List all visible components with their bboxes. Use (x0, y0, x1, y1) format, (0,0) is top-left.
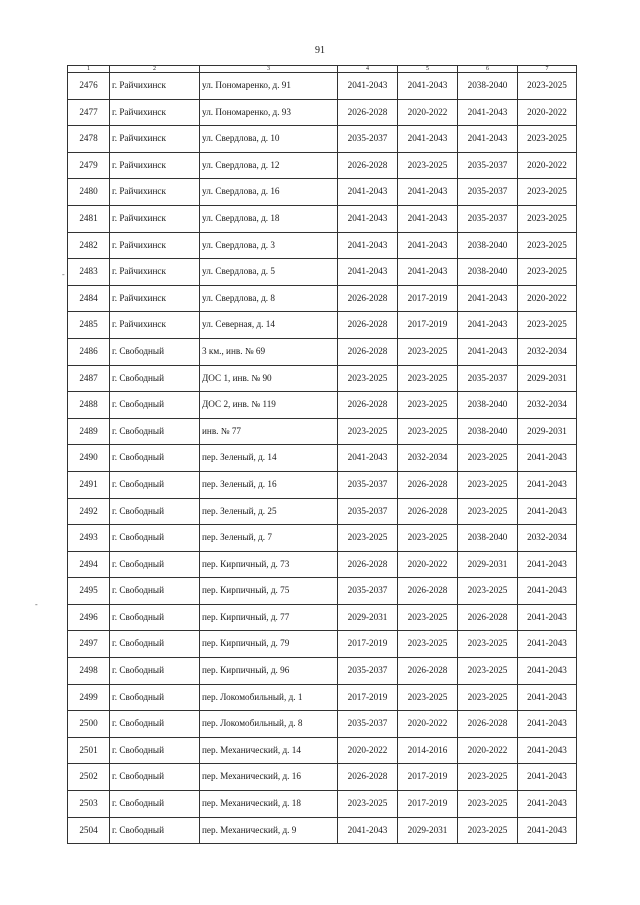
row-number-cell: 2501 (68, 737, 110, 764)
address-cell: ул. Свердлова, д. 5 (200, 259, 338, 286)
period-cell: 2023-2025 (518, 126, 577, 153)
period-cell: 2020-2022 (458, 737, 518, 764)
period-cell: 2041-2043 (338, 179, 398, 206)
period-cell: 2023-2025 (518, 259, 577, 286)
address-cell: пер. Механический, д. 14 (200, 737, 338, 764)
row-number-cell: 2497 (68, 631, 110, 658)
period-cell: 2023-2025 (458, 684, 518, 711)
address-cell: пер. Кирпичный, д. 96 (200, 658, 338, 685)
period-cell: 2035-2037 (338, 498, 398, 525)
table-row (68, 285, 577, 312)
period-cell: 2020-2022 (518, 285, 577, 312)
period-cell: 2041-2043 (338, 259, 398, 286)
address-cell: пер. Механический, д. 18 (200, 791, 338, 818)
table-row (68, 392, 577, 419)
period-cell: 2041-2043 (458, 126, 518, 153)
column-number: 6 (458, 66, 518, 73)
period-cell: 2029-2031 (458, 551, 518, 578)
period-cell: 2041-2043 (518, 737, 577, 764)
period-cell: 2035-2037 (338, 471, 398, 498)
period-cell: 2026-2028 (338, 285, 398, 312)
row-number-cell: 2481 (68, 205, 110, 232)
period-cell: 2017-2019 (398, 312, 458, 339)
period-cell: 2026-2028 (398, 498, 458, 525)
period-cell: 2041-2043 (458, 312, 518, 339)
address-cell: ДОС 1, инв. № 90 (200, 365, 338, 392)
table-row (68, 578, 577, 605)
city-cell: г. Райчихинск (110, 259, 200, 286)
period-cell: 2041-2043 (338, 817, 398, 844)
address-cell: ул. Свердлова, д. 18 (200, 205, 338, 232)
city-cell: г. Райчихинск (110, 312, 200, 339)
period-cell: 2029-2031 (518, 365, 577, 392)
period-cell: 2023-2025 (338, 418, 398, 445)
row-number-cell: 2490 (68, 445, 110, 472)
city-cell: г. Райчихинск (110, 232, 200, 259)
city-cell: г. Райчихинск (110, 99, 200, 126)
column-number: 5 (398, 66, 458, 73)
address-cell: ул. Свердлова, д. 16 (200, 179, 338, 206)
city-cell: г. Свободный (110, 711, 200, 738)
period-cell: 2026-2028 (398, 658, 458, 685)
table-row (68, 99, 577, 126)
city-cell: г. Райчихинск (110, 126, 200, 153)
row-number-cell: 2488 (68, 392, 110, 419)
period-cell: 2026-2028 (398, 471, 458, 498)
period-cell: 2023-2025 (458, 631, 518, 658)
period-cell: 2035-2037 (458, 179, 518, 206)
period-cell: 2020-2022 (398, 711, 458, 738)
period-cell: 2023-2025 (458, 764, 518, 791)
period-cell: 2023-2025 (338, 791, 398, 818)
period-cell: 2032-2034 (518, 338, 577, 365)
address-cell: пер. Механический, д. 9 (200, 817, 338, 844)
period-cell: 2038-2040 (458, 392, 518, 419)
period-cell: 2023-2025 (398, 525, 458, 552)
period-cell: 2035-2037 (458, 365, 518, 392)
period-cell: 2023-2025 (518, 312, 577, 339)
table-row (68, 551, 577, 578)
period-cell: 2023-2025 (338, 525, 398, 552)
city-cell: г. Свободный (110, 365, 200, 392)
address-cell: пер. Кирпичный, д. 75 (200, 578, 338, 605)
period-cell: 2041-2043 (518, 604, 577, 631)
period-cell: 2029-2031 (338, 604, 398, 631)
period-cell: 2017-2019 (398, 764, 458, 791)
period-cell: 2014-2016 (398, 737, 458, 764)
table-row (68, 179, 577, 206)
period-cell: 2041-2043 (518, 764, 577, 791)
period-cell: 2023-2025 (518, 205, 577, 232)
period-cell: 2035-2037 (458, 152, 518, 179)
period-cell: 2023-2025 (458, 498, 518, 525)
address-cell: пер. Кирпичный, д. 73 (200, 551, 338, 578)
period-cell: 2023-2025 (398, 152, 458, 179)
city-cell: г. Свободный (110, 604, 200, 631)
period-cell: 2023-2025 (458, 791, 518, 818)
table-row (68, 764, 577, 791)
period-cell: 2026-2028 (338, 312, 398, 339)
address-cell: инв. № 77 (200, 418, 338, 445)
period-cell: 2038-2040 (458, 525, 518, 552)
period-cell: 2023-2025 (458, 471, 518, 498)
period-cell: 2026-2028 (458, 604, 518, 631)
period-cell: 2023-2025 (398, 365, 458, 392)
address-cell: ул. Пономаренко, д. 93 (200, 99, 338, 126)
period-cell: 2035-2037 (458, 205, 518, 232)
period-cell: 2041-2043 (518, 551, 577, 578)
period-cell: 2026-2028 (338, 99, 398, 126)
city-cell: г. Свободный (110, 578, 200, 605)
table-row (68, 737, 577, 764)
table-row (68, 73, 577, 100)
row-number-cell: 2484 (68, 285, 110, 312)
address-cell: пер. Кирпичный, д. 79 (200, 631, 338, 658)
city-cell: г. Райчихинск (110, 73, 200, 100)
city-cell: г. Свободный (110, 418, 200, 445)
row-number-cell: 2496 (68, 604, 110, 631)
table-row (68, 259, 577, 286)
period-cell: 2023-2025 (398, 604, 458, 631)
city-cell: г. Райчихинск (110, 285, 200, 312)
table-row (68, 631, 577, 658)
address-cell: пер. Локомобильный, д. 1 (200, 684, 338, 711)
period-cell: 2020-2022 (338, 737, 398, 764)
period-cell: 2026-2028 (338, 764, 398, 791)
address-cell: пер. Механический, д. 16 (200, 764, 338, 791)
period-cell: 2032-2034 (398, 445, 458, 472)
period-cell: 2035-2037 (338, 578, 398, 605)
period-cell: 2026-2028 (338, 551, 398, 578)
row-number-cell: 2494 (68, 551, 110, 578)
table-row (68, 471, 577, 498)
period-cell: 2041-2043 (398, 205, 458, 232)
city-cell: г. Свободный (110, 338, 200, 365)
column-number: 4 (338, 66, 398, 73)
period-cell: 2041-2043 (518, 684, 577, 711)
table-row (68, 604, 577, 631)
row-number-cell: 2486 (68, 338, 110, 365)
period-cell: 2041-2043 (338, 205, 398, 232)
header-row (68, 66, 577, 73)
table-row (68, 498, 577, 525)
address-cell: пер. Зеленый, д. 7 (200, 525, 338, 552)
period-cell: 2041-2043 (458, 285, 518, 312)
period-cell: 2023-2025 (458, 578, 518, 605)
period-cell: 2038-2040 (458, 259, 518, 286)
period-cell: 2029-2031 (398, 817, 458, 844)
address-cell: ул. Свердлова, д. 12 (200, 152, 338, 179)
period-cell: 2041-2043 (518, 658, 577, 685)
row-number-cell: 2489 (68, 418, 110, 445)
scan-mark: - (62, 270, 65, 279)
period-cell: 2038-2040 (458, 73, 518, 100)
table-row (68, 684, 577, 711)
address-cell: ДОС 2, инв. № 119 (200, 392, 338, 419)
row-number-cell: 2479 (68, 152, 110, 179)
period-cell: 2017-2019 (338, 684, 398, 711)
period-cell: 2032-2034 (518, 392, 577, 419)
period-cell: 2023-2025 (458, 445, 518, 472)
table-row (68, 791, 577, 818)
column-number: 3 (200, 66, 338, 73)
row-number-cell: 2504 (68, 817, 110, 844)
row-number-cell: 2495 (68, 578, 110, 605)
city-cell: г. Райчихинск (110, 179, 200, 206)
period-cell: 2029-2031 (518, 418, 577, 445)
column-number: 2 (110, 66, 200, 73)
address-cell: ул. Северная, д. 14 (200, 312, 338, 339)
city-cell: г. Свободный (110, 764, 200, 791)
city-cell: г. Свободный (110, 791, 200, 818)
scan-mark: - (35, 600, 38, 609)
period-cell: 2023-2025 (518, 179, 577, 206)
period-cell: 2041-2043 (458, 99, 518, 126)
city-cell: г. Свободный (110, 498, 200, 525)
period-cell: 2041-2043 (518, 498, 577, 525)
row-number-cell: 2485 (68, 312, 110, 339)
table-row (68, 232, 577, 259)
period-cell: 2023-2025 (398, 418, 458, 445)
address-cell: пер. Зеленый, д. 14 (200, 445, 338, 472)
period-cell: 2041-2043 (398, 73, 458, 100)
period-cell: 2023-2025 (398, 631, 458, 658)
period-cell: 2017-2019 (398, 285, 458, 312)
city-cell: г. Свободный (110, 525, 200, 552)
address-cell: пер. Кирпичный, д. 77 (200, 604, 338, 631)
period-cell: 2041-2043 (398, 259, 458, 286)
address-cell: пер. Зеленый, д. 16 (200, 471, 338, 498)
address-cell: ул. Пономаренко, д. 91 (200, 73, 338, 100)
row-number-cell: 2491 (68, 471, 110, 498)
period-cell: 2041-2043 (518, 817, 577, 844)
period-cell: 2020-2022 (518, 152, 577, 179)
table-row (68, 418, 577, 445)
period-cell: 2023-2025 (518, 232, 577, 259)
period-cell: 2041-2043 (518, 711, 577, 738)
city-cell: г. Райчихинск (110, 152, 200, 179)
period-cell: 2020-2022 (398, 99, 458, 126)
period-cell: 2035-2037 (338, 658, 398, 685)
period-cell: 2035-2037 (338, 711, 398, 738)
period-cell: 2038-2040 (458, 232, 518, 259)
row-number-cell: 2499 (68, 684, 110, 711)
row-number-cell: 2480 (68, 179, 110, 206)
page-number: 91 (315, 45, 325, 56)
housing-register-table (67, 65, 577, 844)
city-cell: г. Свободный (110, 445, 200, 472)
row-number-cell: 2503 (68, 791, 110, 818)
period-cell: 2023-2025 (338, 365, 398, 392)
period-cell: 2020-2022 (398, 551, 458, 578)
city-cell: г. Райчихинск (110, 205, 200, 232)
table-row (68, 445, 577, 472)
period-cell: 2041-2043 (338, 73, 398, 100)
period-cell: 2041-2043 (518, 631, 577, 658)
address-cell: ул. Свердлова, д. 3 (200, 232, 338, 259)
row-number-cell: 2483 (68, 259, 110, 286)
table-row (68, 338, 577, 365)
row-number-cell: 2476 (68, 73, 110, 100)
row-number-cell: 2492 (68, 498, 110, 525)
period-cell: 2017-2019 (338, 631, 398, 658)
city-cell: г. Свободный (110, 817, 200, 844)
table-row (68, 525, 577, 552)
period-cell: 2026-2028 (338, 338, 398, 365)
address-cell: ул. Свердлова, д. 10 (200, 126, 338, 153)
row-number-cell: 2487 (68, 365, 110, 392)
period-cell: 2020-2022 (518, 99, 577, 126)
period-cell: 2038-2040 (458, 418, 518, 445)
period-cell: 2026-2028 (338, 392, 398, 419)
period-cell: 2023-2025 (398, 338, 458, 365)
table-row (68, 658, 577, 685)
row-number-cell: 2500 (68, 711, 110, 738)
table-row (68, 817, 577, 844)
period-cell: 2041-2043 (398, 232, 458, 259)
address-cell: пер. Локомобильный, д. 8 (200, 711, 338, 738)
city-cell: г. Свободный (110, 737, 200, 764)
city-cell: г. Свободный (110, 631, 200, 658)
period-cell: 2041-2043 (338, 445, 398, 472)
period-cell: 2041-2043 (338, 232, 398, 259)
period-cell: 2041-2043 (518, 471, 577, 498)
address-cell: ул. Свердлова, д. 8 (200, 285, 338, 312)
period-cell: 2017-2019 (398, 791, 458, 818)
table-row (68, 365, 577, 392)
table-row (68, 126, 577, 153)
city-cell: г. Свободный (110, 471, 200, 498)
table-row (68, 312, 577, 339)
address-cell: пер. Зеленый, д. 25 (200, 498, 338, 525)
period-cell: 2041-2043 (518, 445, 577, 472)
column-number: 1 (68, 66, 110, 73)
row-number-cell: 2493 (68, 525, 110, 552)
period-cell: 2041-2043 (458, 338, 518, 365)
period-cell: 2023-2025 (458, 658, 518, 685)
period-cell: 2041-2043 (398, 179, 458, 206)
row-number-cell: 2502 (68, 764, 110, 791)
period-cell: 2035-2037 (338, 126, 398, 153)
city-cell: г. Свободный (110, 684, 200, 711)
city-cell: г. Свободный (110, 551, 200, 578)
table-row (68, 711, 577, 738)
period-cell: 2041-2043 (518, 791, 577, 818)
table-row (68, 205, 577, 232)
row-number-cell: 2498 (68, 658, 110, 685)
period-cell: 2023-2025 (458, 817, 518, 844)
period-cell: 2026-2028 (458, 711, 518, 738)
city-cell: г. Свободный (110, 392, 200, 419)
period-cell: 2026-2028 (338, 152, 398, 179)
period-cell: 2041-2043 (398, 126, 458, 153)
period-cell: 2026-2028 (398, 578, 458, 605)
table-body (68, 73, 577, 844)
table-row (68, 152, 577, 179)
period-cell: 2041-2043 (518, 578, 577, 605)
column-number-header (68, 66, 577, 73)
period-cell: 2032-2034 (518, 525, 577, 552)
column-number: 7 (518, 66, 577, 73)
period-cell: 2023-2025 (518, 73, 577, 100)
period-cell: 2023-2025 (398, 684, 458, 711)
row-number-cell: 2478 (68, 126, 110, 153)
row-number-cell: 2482 (68, 232, 110, 259)
row-number-cell: 2477 (68, 99, 110, 126)
city-cell: г. Свободный (110, 658, 200, 685)
period-cell: 2023-2025 (398, 392, 458, 419)
address-cell: 3 км., инв. № 69 (200, 338, 338, 365)
